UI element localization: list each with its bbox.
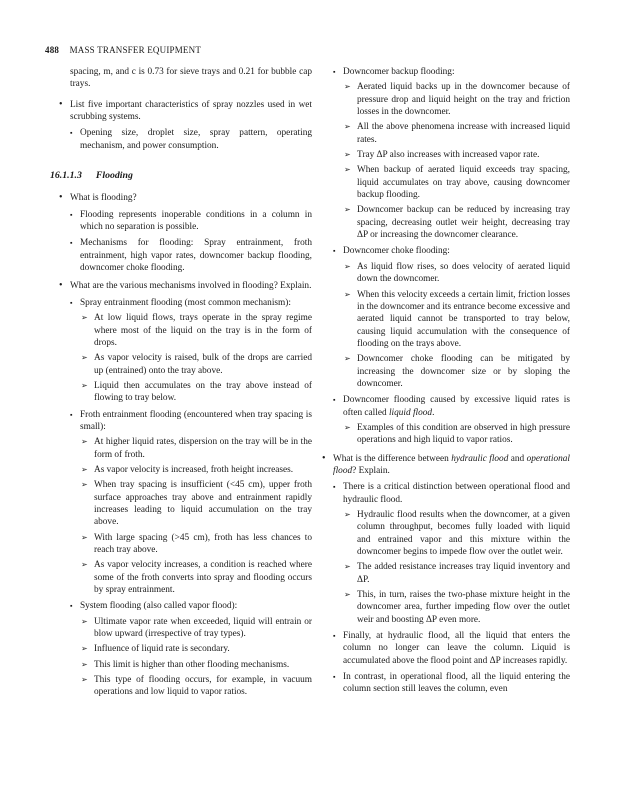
sub-list-item: ➢ When backup of aerated liquid exceeds tray spacing, liquid accumulates on tray above, causing downcomer backup flooding. <box>313 164 570 201</box>
sub-list-item: ➢ Downcomer choke flooding can be mitigated by increasing the downcomer size or by sloping the downcomer. <box>313 353 570 390</box>
emphasis-hydraulic-flood: hydraulic flood <box>451 453 509 464</box>
sub-list-item: ➢ The added resistance increases tray liquid inventory and ΔP. <box>313 561 570 586</box>
text-run: and <box>508 453 527 464</box>
running-title: MASS TRANSFER EQUIPMENT <box>69 45 202 55</box>
emphasis-liquid-flood: liquid flood <box>388 407 433 418</box>
question-spray-nozzles: • List five important characteristics of spray nozzles used in wet scrubbing systems. <box>50 99 312 124</box>
list-item: ▪ Mechanisms for flooding: Spray entrainment, froth entrainment, high vapor rates, downcomer backup flooding, downcomer choke flooding. <box>50 237 312 274</box>
text-run: . <box>432 407 435 418</box>
sub-list-item: ➢ Influence of liquid rate is secondary. <box>50 643 312 655</box>
emphasis-operational-flood: operational flood <box>333 453 570 476</box>
sub-list-item: ➢ At low liquid flows, trays operate in the spray regime where most of the liquid on the tray is in the form of drops. <box>50 312 312 349</box>
sub-list-item: ➢ As vapor velocity is raised, bulk of the drops are carried up (entrained) onto the tray above. <box>50 352 312 377</box>
list-item: ▪ Flooding represents inoperable conditions in a column in which no separation is possible. <box>50 209 312 234</box>
sub-list-item: ➢ As vapor velocity is increased, froth height increases. <box>50 464 312 476</box>
sub-list-item: ➢ Hydraulic flood results when the downcomer, at a given column throughput, becomes fully loaded with liquid and entrained vapor and this mixture within the downcomer begins to impede flow over the outlet weir. <box>313 509 570 558</box>
right-column <box>313 66 570 696</box>
sub-list-item: ➢ This, in turn, raises the two-phase mixture height in the downcomer area, further impeding flow over the outlet weir and boosting ΔP even more. <box>313 589 570 626</box>
sub-list-item: ➢ This limit is higher than other flooding mechanisms. <box>50 659 312 671</box>
section-heading <box>50 170 312 182</box>
section-title: Flooding <box>95 170 133 182</box>
list-item: ▪ Spray entrainment flooding (most common mechanism): <box>50 297 312 309</box>
answer-spray-nozzles: ▪ Opening size, droplet size, spray pattern, operating mechanism, and power consumption. <box>50 127 312 152</box>
continued-paragraph: spacing, m, and c is 0.73 for sieve trays and 0.21 for bubble cap trays. <box>70 67 312 90</box>
question-what-is-flooding: • What is flooding? <box>50 192 312 204</box>
sub-list-item: ➢ As vapor velocity increases, a condition is reached where some of the froth converts into spray and flooding occurs by spray entrainment. <box>50 559 312 596</box>
list-item: ▪ System flooding (also called vapor flood): <box>50 600 312 612</box>
sub-list-item: ➢ Liquid then accumulates on the tray above instead of flowing to tray below. <box>50 380 312 405</box>
sub-list-item: ➢ Ultimate vapor rate when exceeded, liquid will entrain or blow upward (irrespective of tray types). <box>50 616 312 641</box>
sub-list-item: ➢ When tray spacing is insufficient (<45 cm), upper froth surface approaches tray above and entrainment rapidly increases leading to liquid accumulation on the tray above. <box>50 479 312 528</box>
left-column <box>50 66 312 699</box>
section-number: 16.1.1.3 <box>50 170 82 182</box>
list-item: ▪ There is a critical distinction between operational flood and hydraulic flood. <box>313 481 570 506</box>
sub-list-item: ➢ Examples of this condition are observed in high pressure operations and high liquid to vapor ratios. <box>313 422 570 447</box>
question-flooding-mechanisms: • What are the various mechanisms involved in flooding? Explain. <box>50 280 312 292</box>
text-run: What is the difference between <box>333 453 452 464</box>
sub-list-item: ➢ When this velocity exceeds a certain limit, friction losses in the downcomer and its entrance become excessive and aerated liquid cannot be transported to tray below, causing liquid accumulation with the consequence of flooding on the trays above. <box>313 289 570 351</box>
sub-list-item: ➢ Downcomer backup can be reduced by increasing tray spacing, decreasing outlet weir height, decreasing tray ΔP or increasing the downcomer clearance. <box>313 204 570 241</box>
running-header <box>45 45 201 55</box>
list-item <box>313 394 570 419</box>
sub-list-item: ➢ Aerated liquid backs up in the downcomer because of pressure drop and liquid height on the tray and friction losses in the downcomer. <box>313 81 570 118</box>
page-number: 488 <box>45 45 60 55</box>
sub-list-item: ➢ All the above phenomena increase with increased liquid rates. <box>313 121 570 146</box>
sub-list-item: ➢ This type of flooding occurs, for example, in vacuum operations and low liquid to vapor ratios. <box>50 674 312 699</box>
list-item: ▪ Downcomer backup flooding: <box>313 66 570 78</box>
sub-list-item: ➢ With large spacing (>45 cm), froth has less chances to reach tray above. <box>50 532 312 557</box>
text-run: Downcomer flooding caused by excessive liquid rates is often called <box>343 395 570 418</box>
list-item: ▪ In contrast, in operational flood, all the liquid entering the column section still leaves the column, even <box>313 671 570 696</box>
list-item: ▪ Finally, at hydraulic flood, all the liquid that enters the column no longer can leave the column. Liquid is accumulated above the flood point and ΔP increases rapidly. <box>313 630 570 667</box>
sub-list-item: ➢ Tray ΔP also increases with increased vapor rate. <box>313 149 570 161</box>
list-item: ▪ Froth entrainment flooding (encountered when tray spacing is small): <box>50 409 312 434</box>
question-hydraulic-vs-operational <box>313 453 570 478</box>
text-run: ? Explain. <box>352 465 390 476</box>
sub-list-item: ➢ At higher liquid rates, dispersion on the tray will be in the form of froth. <box>50 436 312 461</box>
list-item: ▪ Downcomer choke flooding: <box>313 245 570 257</box>
sub-list-item: ➢ As liquid flow rises, so does velocity of aerated liquid down the downcomer. <box>313 261 570 286</box>
